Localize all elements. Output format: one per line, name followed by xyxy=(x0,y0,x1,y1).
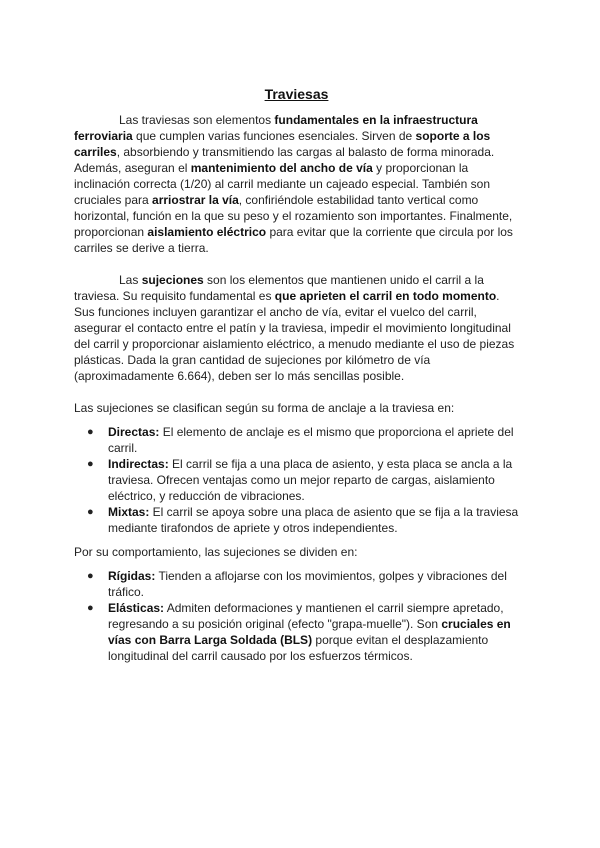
text-run: Tienden a aflojarse con los movimientos, golpes y vibraciones del tráfico. xyxy=(108,569,507,599)
text-run: Las traviesas son elementos xyxy=(119,113,275,127)
text-run: El carril se apoya sobre una placa de asiento que se fija a la traviesa mediante tirafondos de apriete y otros independientes. xyxy=(108,505,519,535)
bullet-icon: ● xyxy=(87,458,94,470)
text-run: . Sus funciones incluyen garantizar el ancho de vía, evitar el vuelco del carril, asegurar el contacto entre el patín y la traviesa, impedir el movimiento longitudinal del carril y proporcionar aislamiento eléctrico, a menudo mediante el uso de piezas plásticas. Dada la gran cantidad de sujeciones por kilómetro de vía (aproximadamente 6.664), deben ser lo más sencillas posible. xyxy=(74,289,515,383)
bold-text: arriostrar la vía xyxy=(152,193,239,207)
bullet-icon: ● xyxy=(87,426,94,438)
bold-text: que aprieten el carril en todo momento xyxy=(274,289,497,303)
bold-text: Rígidas: xyxy=(108,569,156,583)
page-title: Traviesas xyxy=(264,86,329,102)
text-run: , confiriéndole estabilidad tanto vertical como horizontal, función en la que su peso y el rozamiento son importantes. Finalmente, proporcionan xyxy=(74,193,513,239)
bullet-icon: ● xyxy=(87,602,94,614)
bold-text: aislamiento eléctrico xyxy=(147,225,267,239)
bold-text: mantenimiento del ancho de vía xyxy=(190,161,373,175)
list-comportamiento xyxy=(74,568,519,664)
bullet-icon: ● xyxy=(87,570,94,582)
bullet-icon: ● xyxy=(87,506,94,518)
text-run: son los elementos que mantienen unido el carril a la traviesa. Su requisito fundamental es xyxy=(74,273,484,303)
paragraph-comportamiento: Por su comportamiento, las sujeciones se dividen en: xyxy=(74,545,358,559)
list-item xyxy=(74,504,519,536)
text-run: Las xyxy=(119,273,142,287)
document-page xyxy=(74,86,519,664)
list-item xyxy=(74,568,519,600)
text-run: Admiten deformaciones y mantienen el carril siempre apretado, regresando a su posición original (efecto "grapa-muelle"). Son xyxy=(108,601,504,631)
paragraph-sujeciones xyxy=(74,272,519,384)
text-run: El elemento de anclaje es el mismo que proporciona el apriete del carril. xyxy=(108,425,514,455)
bold-text: soporte a los carriles xyxy=(74,129,491,159)
text-run: porque evitan el desplazamiento longitudinal del carril causado por los esfuerzos térmicos. xyxy=(108,633,489,663)
list-item xyxy=(74,424,519,456)
text-run: y proporcionan la inclinación correcta (1/20) al carril mediante un cajeado especial. También son cruciales para xyxy=(74,161,491,207)
text-run: que cumplen varias funciones esenciales. Sirven de xyxy=(132,129,416,143)
bold-text: sujeciones xyxy=(141,273,204,287)
bold-text: cruciales en vías con Barra Larga Soldada (BLS) xyxy=(108,617,511,647)
text-run: para evitar que la corriente que circula por los carriles se derive a tierra. xyxy=(74,225,513,255)
paragraph-clasificacion: Las sujeciones se clasifican según su forma de anclaje a la traviesa en: xyxy=(74,401,455,415)
paragraph-traviesas xyxy=(74,112,519,256)
bold-text: Mixtas: xyxy=(108,505,150,519)
bold-text: fundamentales en la infraestructura ferroviaria xyxy=(74,113,478,143)
list-anclaje xyxy=(74,424,519,536)
bold-text: Elásticas: xyxy=(108,601,165,615)
text-run: El carril se fija a una placa de asiento, y esta placa se ancla a la traviesa. Ofrecen ventajas como un mejor reparto de cargas, aislamiento eléctrico, y reducción de vibraciones. xyxy=(108,457,513,503)
bold-text: Indirectas: xyxy=(108,457,169,471)
list-item xyxy=(74,456,519,504)
text-run: , absorbiendo y transmitiendo las cargas al balasto de forma minorada. Además, aseguran el xyxy=(74,145,495,175)
bold-text: Directas: xyxy=(108,425,160,439)
list-item xyxy=(74,600,519,664)
